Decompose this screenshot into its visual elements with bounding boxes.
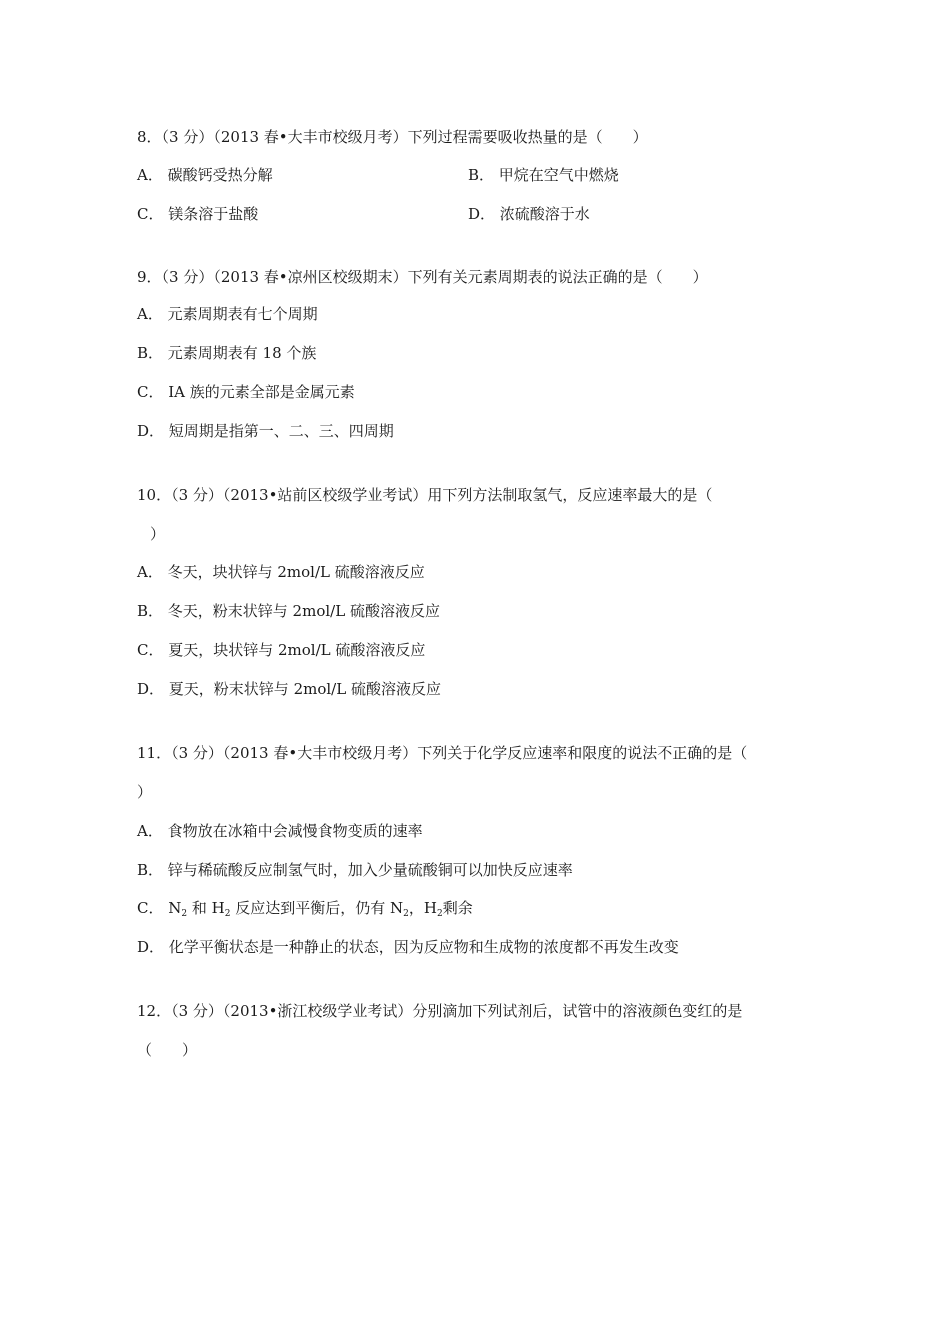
question-8-option-b: B． 甲烷在空气中燃烧 [468, 166, 619, 184]
question-8-option-c: C． 镁条溶于盐酸 [137, 205, 259, 223]
subscript: 2 [224, 909, 231, 919]
question-8-stem: 8．（3 分）（2013 春•大丰市校级月考）下列过程需要吸收热量的是（ ） [137, 128, 648, 146]
option-c-text: 和 H [187, 899, 225, 917]
question-10-option-c: C． 夏天，块状锌与 2mol/L 硫酸溶液反应 [137, 641, 426, 659]
question-12-stem-continuation: （ ） [137, 1041, 198, 1059]
question-9-option-a: A． 元素周期表有七个周期 [137, 305, 318, 323]
question-10-option-b: B． 冬天，粉末状锌与 2mol/L 硫酸溶液反应 [137, 602, 440, 620]
question-10-option-a: A． 冬天，块状锌与 2mol/L 硫酸溶液反应 [137, 563, 425, 581]
question-10-option-d: D． 夏天，粉末状锌与 2mol/L 硫酸溶液反应 [137, 680, 441, 698]
option-c-text: C． N [137, 899, 182, 917]
subscript: 2 [436, 909, 443, 919]
option-c-text: 反应达到平衡后，仍有 N [230, 899, 404, 917]
question-9-option-d: D． 短周期是指第一、二、三、四周期 [137, 422, 394, 440]
question-12-stem: 12．（3 分）（2013•浙江校级学业考试）分别滴加下列试剂后，试管中的溶液颜色变红的是 [137, 1002, 743, 1020]
question-9-option-b: B． 元素周期表有 18 个族 [137, 344, 317, 362]
option-c-text: ，H [408, 899, 437, 917]
question-11-option-c [137, 898, 473, 924]
question-11-option-d: D． 化学平衡状态是一种静止的状态，因为反应物和生成物的浓度都不再发生改变 [137, 938, 679, 956]
subscript: 2 [403, 909, 409, 919]
option-c-text: 剩余 [442, 899, 473, 917]
question-10-stem-continuation: ） [150, 525, 166, 543]
question-8-option-d: D． 浓硫酸溶于水 [468, 205, 590, 223]
question-11-option-b: B． 锌与稀硫酸反应制氢气时，加入少量硫酸铜可以加快反应速率 [137, 861, 573, 879]
question-9-option-c: C． IA 族的元素全部是金属元素 [137, 383, 355, 401]
question-11-stem: 11．（3 分）（2013 春•大丰市校级月考）下列关于化学反应速率和限度的说法不正确的是（ [137, 744, 748, 762]
question-11-option-a: A． 食物放在冰箱中会减慢食物变质的速率 [137, 822, 423, 840]
subscript: 2 [181, 909, 188, 919]
question-8-option-a: A． 碳酸钙受热分解 [137, 166, 273, 184]
question-10-stem: 10．（3 分）（2013•站前区校级学业考试）用下列方法制取氢气，反应速率最大的是（ [137, 486, 713, 504]
question-9-stem: 9．（3 分）（2013 春•凉州区校级期末）下列有关元素周期表的说法正确的是（ ） [137, 268, 708, 286]
question-11-stem-continuation: ） [137, 783, 153, 801]
